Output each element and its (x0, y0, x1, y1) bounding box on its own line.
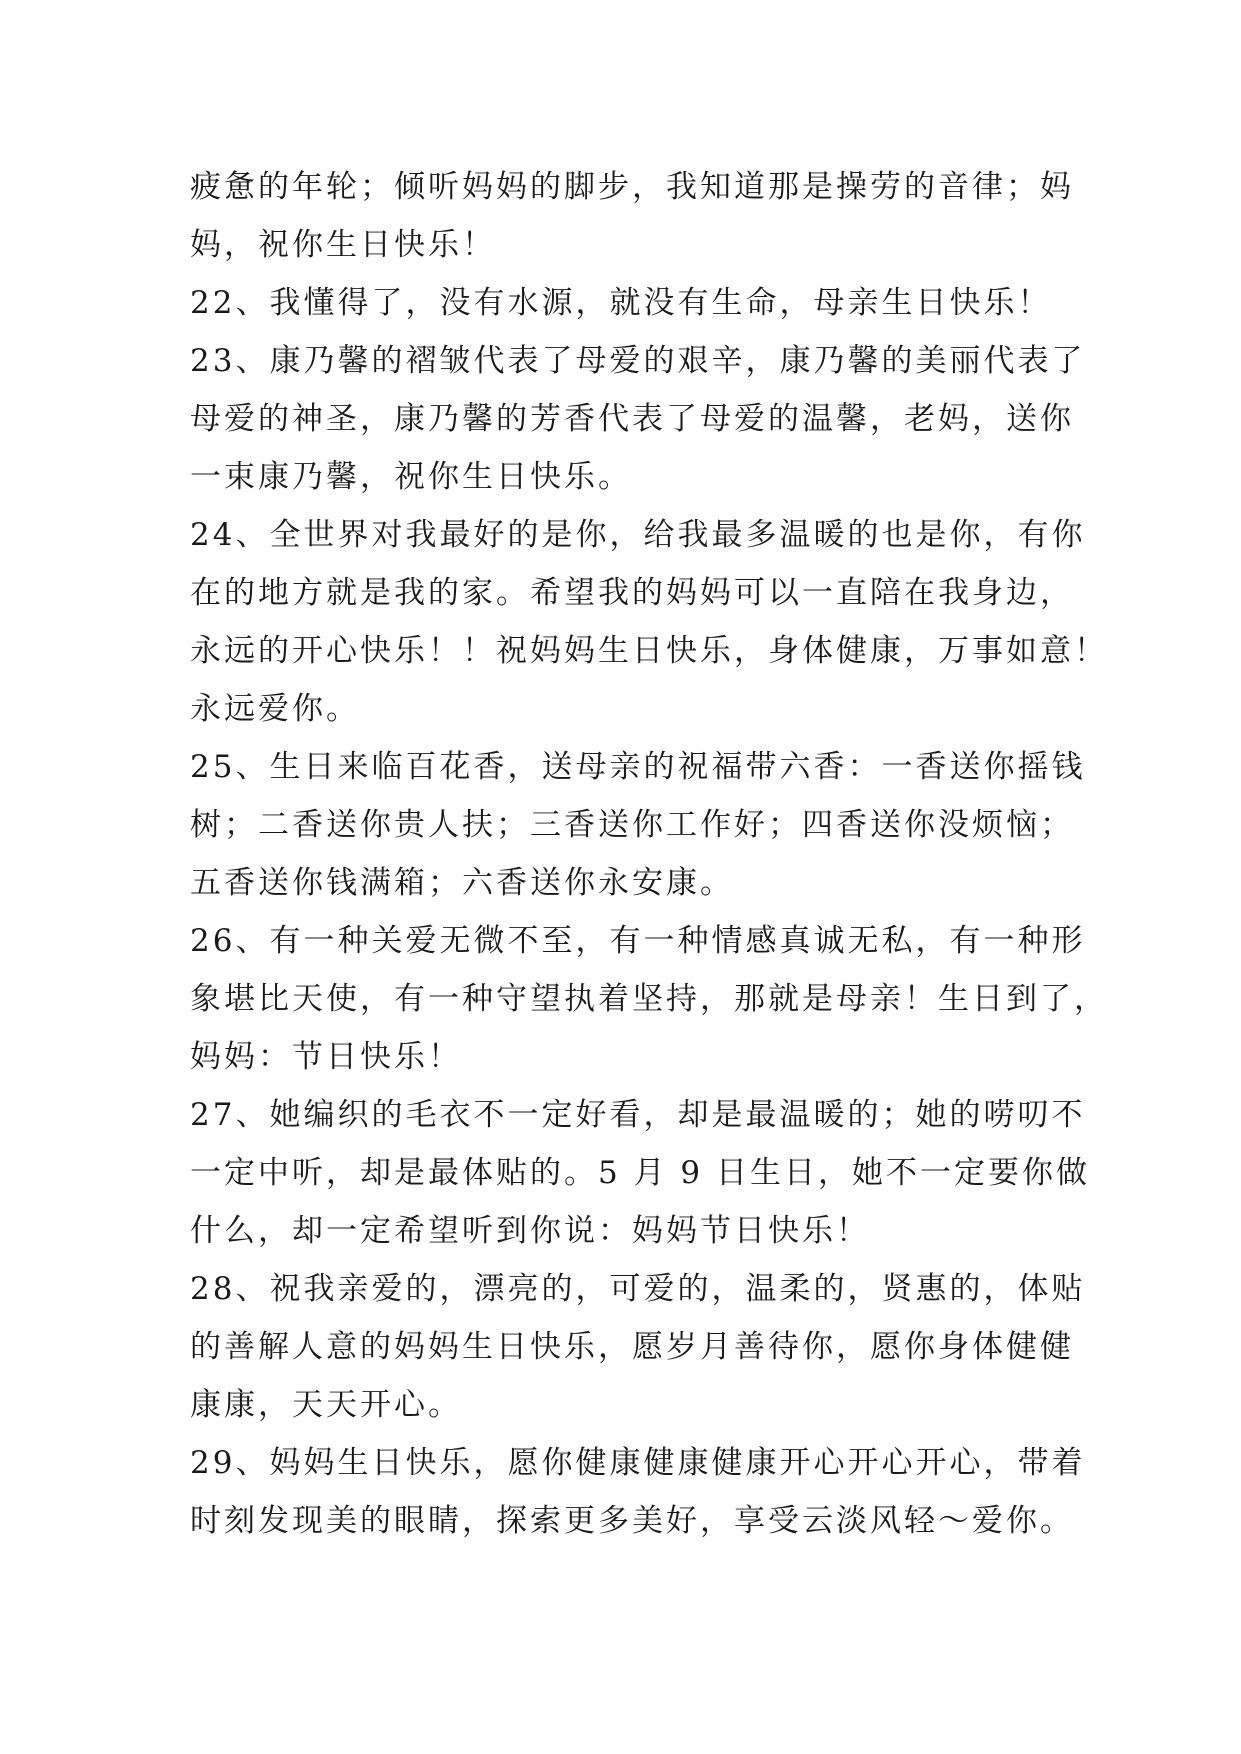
text-line: 什么，却一定希望听到你说：妈妈节日快乐！ (190, 1213, 870, 1249)
text-line: 象堪比天使，有一种守望执着坚持，那就是母亲！生日到了， (190, 981, 1108, 1017)
text-line: 27、她编织的毛衣不一定好看，却是最温暖的；她的唠叨不 (190, 1097, 1086, 1133)
text-line: 26、有一种关爱无微不至，有一种情感真诚无私，有一种形 (190, 923, 1086, 959)
text-line: 永远爱你。 (190, 691, 360, 727)
text-line: 五香送你钱满箱；六香送你永安康。 (190, 865, 734, 901)
text-line: 康康，天天开心。 (190, 1387, 462, 1423)
text-line: 树；二香送你贵人扶；三香送你工作好；四香送你没烦恼； (190, 807, 1074, 843)
document-body (190, 158, 1108, 1550)
text-line: 永远的开心快乐！！祝妈妈生日快乐，身体健康，万事如意！ (190, 633, 1108, 669)
text-line: 一束康乃馨，祝你生日快乐。 (190, 459, 632, 495)
text-line: 疲惫的年轮；倾听妈妈的脚步，我知道那是操劳的音律；妈 (190, 169, 1074, 205)
text-line: 时刻发现美的眼睛，探索更多美好，享受云淡风轻～爱你。 (190, 1503, 1074, 1539)
text-line: 妈，祝你生日快乐！ (190, 227, 496, 263)
text-line: 一定中听，却是最体贴的。5 月 9 日生日，她不一定要你做 (190, 1155, 1091, 1191)
text-line: 24、全世界对我最好的是你，给我最多温暖的也是你，有你 (190, 517, 1086, 553)
text-line: 妈妈：节日快乐！ (190, 1039, 462, 1075)
text-line: 在的地方就是我的家。希望我的妈妈可以一直陪在我身边， (190, 575, 1074, 611)
text-line: 28、祝我亲爱的，漂亮的，可爱的，温柔的，贤惠的，体贴 (190, 1271, 1086, 1307)
text-line: 25、生日来临百花香，送母亲的祝福带六香：一香送你摇钱 (190, 749, 1086, 785)
text-line: 母爱的神圣，康乃馨的芳香代表了母爱的温馨，老妈，送你 (190, 401, 1074, 437)
text-line: 的善解人意的妈妈生日快乐，愿岁月善待你，愿你身体健健 (190, 1329, 1074, 1365)
text-line: 22、我懂得了，没有水源，就没有生命，母亲生日快乐！ (190, 285, 1052, 321)
text-line: 23、康乃馨的褶皱代表了母爱的艰辛，康乃馨的美丽代表了 (190, 343, 1086, 379)
text-line: 29、妈妈生日快乐，愿你健康健康健康开心开心开心，带着 (190, 1445, 1086, 1481)
